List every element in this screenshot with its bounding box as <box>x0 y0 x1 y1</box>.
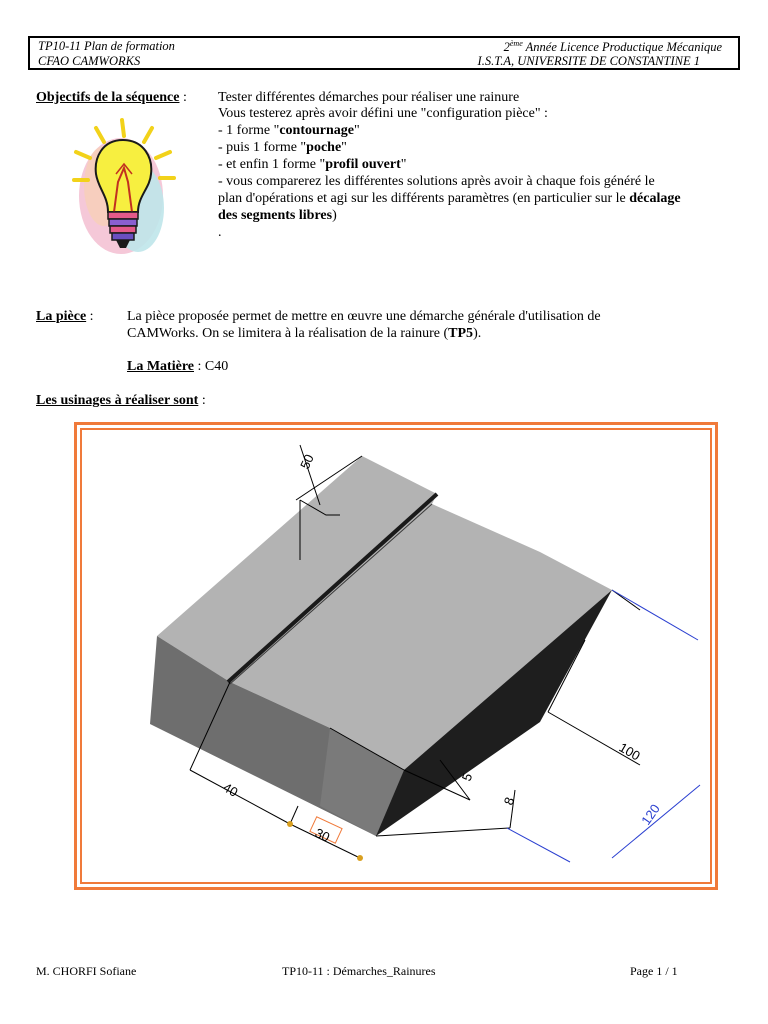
dim-label: 5 <box>458 771 476 784</box>
dim-label: 100 <box>616 739 643 764</box>
objectives-line-8: des segments libres) <box>218 208 337 223</box>
usinages-heading: Les usinages à réaliser sont : <box>36 393 206 408</box>
header-institution: I.S.T.A, UNIVERSITE DE CONSTANTINE 1 <box>477 54 700 68</box>
footer-page-number: Page 1 / 1 <box>630 964 678 978</box>
dim-label: 40 <box>220 779 241 800</box>
objectives-item-poche: - puis 1 forme "poche" <box>218 140 347 155</box>
footer-doc-name: TP10-11 : Démarches_Rainures <box>282 964 436 978</box>
header-course-subtitle: CFAO CAMWORKS <box>38 54 141 68</box>
objectives-item-contournage: - 1 forme "contournage" <box>218 123 360 138</box>
piece-line-2: CAMWorks. On se limitera à la réalisation de la rainure (TP5). <box>127 326 482 341</box>
objectives-line-6: - vous comparerez les différentes solutions après avoir à chaque fois généré le <box>218 174 655 189</box>
lightbulb-icon <box>66 116 182 262</box>
dim-label: 120 <box>638 801 663 828</box>
header-course-title: TP10-11 Plan de formation <box>38 39 175 53</box>
piece-line-1: La pièce proposée permet de mettre en œuvre une démarche générale d'utilisation de <box>127 309 601 324</box>
header-level: 2ème Année Licence Productique Mécanique <box>503 39 722 55</box>
objectives-line-7: plan d'opérations et agi sur les différents paramètres (en particulier sur le décalage <box>218 191 681 206</box>
piece-heading: La pièce : <box>36 309 94 324</box>
dim-label: 50 <box>297 451 317 472</box>
objectives-line-2: Vous testerez après avoir défini une "configuration pièce" : <box>218 106 548 121</box>
objectives-item-profil-ouvert: - et enfin 1 forme "profil ouvert" <box>218 157 407 172</box>
header-box <box>28 36 740 70</box>
dim-label: 30 <box>312 825 333 845</box>
part-drawing <box>82 430 710 882</box>
objectives-line-1: Tester différentes démarches pour réaliser une rainure <box>218 90 520 105</box>
dim-label: 8 <box>500 795 518 808</box>
footer-author: M. CHORFI Sofiane <box>36 964 137 978</box>
matiere-line: La Matière : C40 <box>127 359 229 374</box>
objectives-line-9: . <box>218 225 222 240</box>
objectives-heading: Objectifs de la séquence : <box>36 90 187 105</box>
